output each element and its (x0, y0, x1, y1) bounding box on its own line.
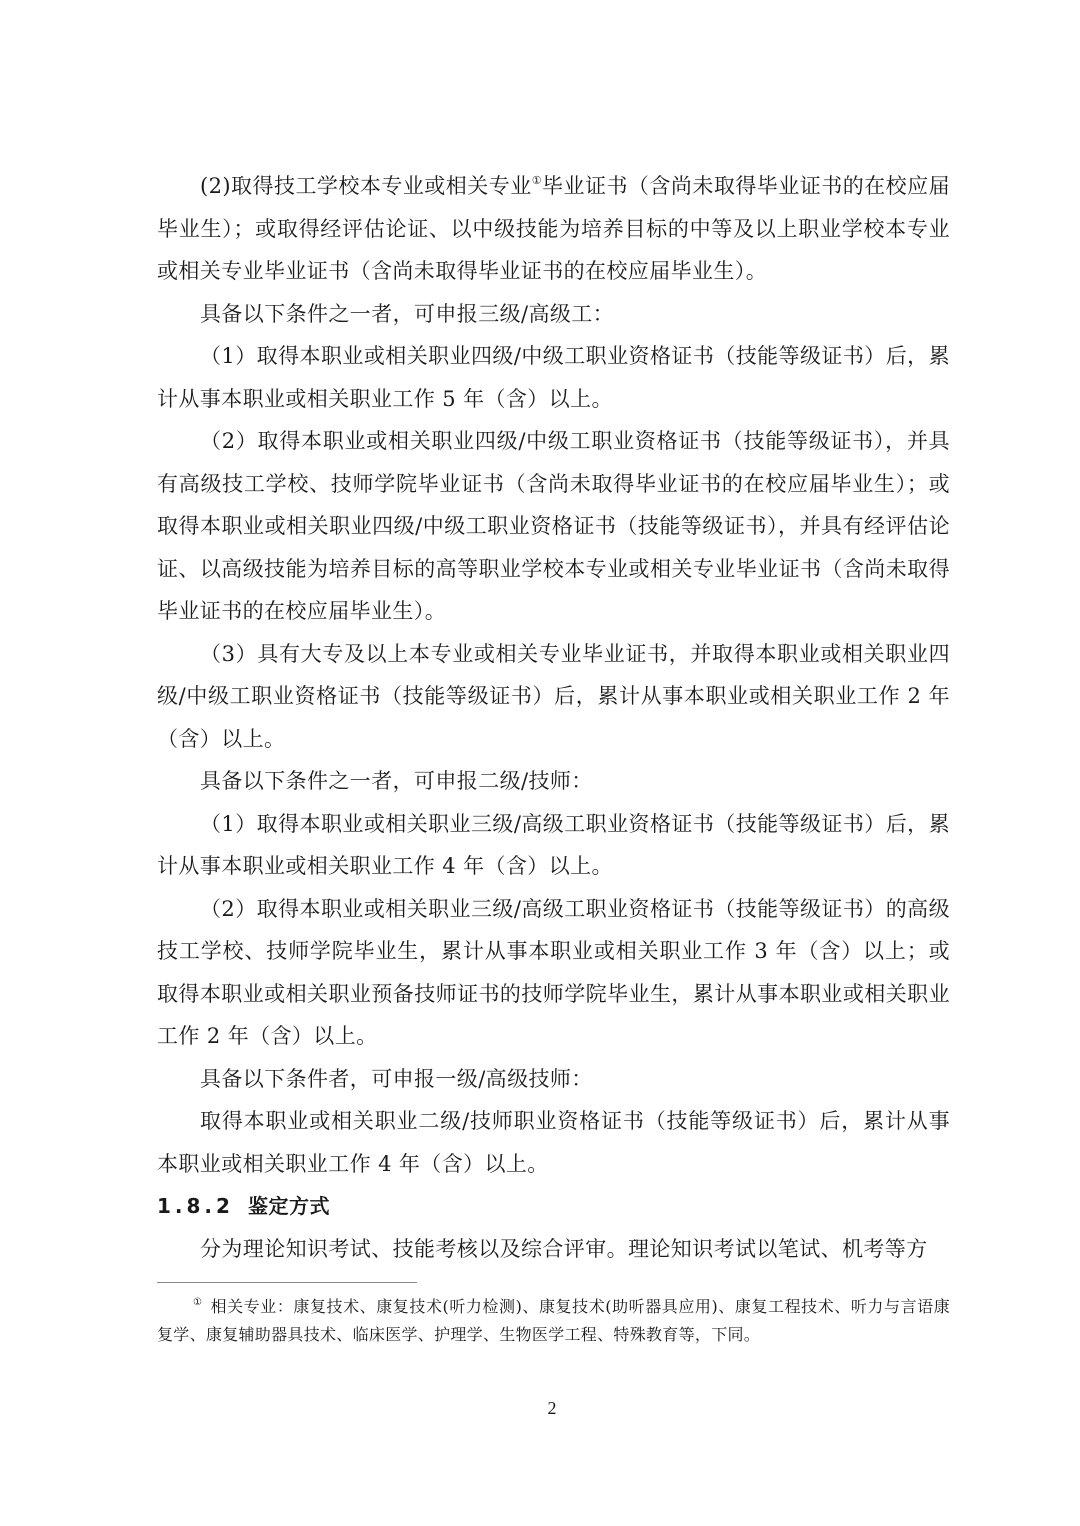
section-number: 1.8.2 (157, 1194, 234, 1218)
paragraph-level3-intro: 具备以下条件之一者，可申报三级/高级工： (200, 301, 615, 326)
footnote-reference: ① (531, 174, 543, 187)
paragraph-technical-school-condition (157, 165, 950, 293)
paragraph-level2-intro: 具备以下条件之一者，可申报二级/技师： (200, 769, 593, 793)
paragraph-level3-condition-2: （2）取得本职业或相关职业四级/中级工职业资格证书（技能等级证书），并具有高级技工学校、技师学院毕业证书（含尚未取得毕业证书的在校应届毕业生）；或取得本职业或相关职业四级/中级工职业资格证书（技能等级证书），并具有经评估论证、以高级技能为培养目标的高等职业学校本专业或相关专业毕业证书（含尚未取得毕业证书的在校应届毕业生）。 (157, 429, 950, 623)
paragraph-level3-condition-3: （3）具有大专及以上本专业或相关专业毕业证书，并取得本职业或相关职业四级/中级工职业资格证书（技能等级证书）后，累计从事本职业或相关职业工作 2 年（含）以上。 (157, 641, 950, 751)
page-number: 2 (547, 1398, 557, 1418)
paragraph-level2-condition-2: （2）取得本职业或相关职业三级/高级工职业资格证书（技能等级证书）的高级技工学校、技师学院毕业生，累计从事本职业或相关职业工作 3 年（含）以上；或取得本职业或相关职业预备技师证书的技师学院毕业生，累计从事本职业或相关职业工作 2 年（含）以上。 (157, 896, 950, 1048)
footnote-text: 相关专业：康复技术、康复技术(听力检测)、康复技术(助听器具应用)、康复工程技术、听力与言语康复学、康复辅助器具技术、临床医学、护理学、生物医学工程、特殊教育等，下同。 (157, 1297, 951, 1344)
footnote (157, 1293, 950, 1349)
paragraph-level2-condition-1: （1）取得本职业或相关职业三级/高级工职业资格证书（技能等级证书）后，累计从事本职业或相关职业工作 4 年（含）以上。 (157, 811, 950, 878)
footnote-marker: ① (193, 1297, 203, 1308)
paragraph-level3-condition-1: （1）取得本职业或相关职业四级/中级工职业资格证书（技能等级证书）后，累计从事本职业或相关职业工作 5 年（含）以上。 (157, 344, 950, 411)
paragraph-text: 毕业证书（含尚未取得毕业证书的在校应届毕业生）；或取得经评估论证、以中级技能为培养目标的中等及以上职业学校本专业或相关专业毕业证书（含尚未取得毕业证书的在校应届毕业生）。 (157, 174, 950, 283)
paragraph-assessment-method: 分为理论知识考试、技能考核以及综合评审。理论知识考试以笔试、机考等方 (200, 1236, 928, 1261)
section-heading (157, 1185, 950, 1228)
footnote-divider (157, 1282, 417, 1283)
paragraph-level1-intro: 具备以下条件者，可申报一级/高级技师： (200, 1066, 593, 1091)
paragraph-text: (2)取得技工学校本专业或相关专业 (200, 174, 532, 198)
body-text (157, 165, 950, 1270)
section-title: 鉴定方式 (247, 1194, 330, 1218)
paragraph-level1-condition: 取得本职业或相关职业二级/技师职业资格证书（技能等级证书）后，累计从事本职业或相关职业工作 4 年（含）以上。 (157, 1109, 950, 1176)
